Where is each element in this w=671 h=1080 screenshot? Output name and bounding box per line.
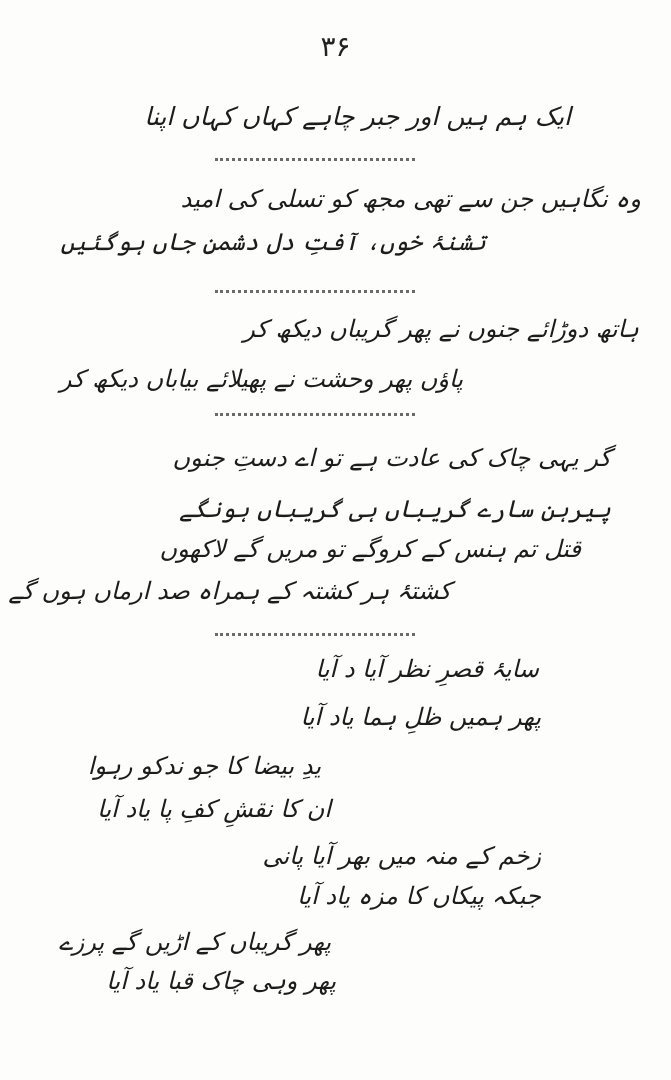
verse-line: پاؤں پھر وحشت نے پھیلائے بیاباں دیکھ کر — [59, 365, 463, 393]
page-number: ۳۶ — [320, 30, 351, 63]
verse-line: گر یہی چاک کی عادت ہے تو اے دستِ جنوں — [172, 444, 611, 472]
poem-heading: ایک ہم ہیں اور جبر چاہے کہاں کہاں اپنا — [144, 102, 571, 131]
verse-line: تشنۂ خوں، آفتِ دل دشمنِ جاں ہوگئیں — [60, 228, 486, 256]
verse-line: جبکہ پیکاں کا مزہ یاد آیا — [297, 882, 541, 910]
section-divider — [215, 158, 415, 161]
verse-line: سایۂ قصرِ نظر آیا د آیا — [315, 655, 539, 683]
verse-line: ہاتھ دوڑائے جنوں نے پھر گریباں دیکھ کر — [243, 315, 639, 343]
verse-line: پھر وہی چاک قبا یاد آیا — [106, 967, 336, 995]
section-divider — [215, 413, 415, 416]
section-divider — [215, 290, 415, 293]
section-divider — [215, 633, 415, 636]
verse-line: یدِ بیضا کا جو ندکو رہوا — [87, 752, 321, 780]
verse-line: پھر ہمیں ظلِ ہما یاد آیا — [300, 703, 541, 731]
verse-line: کشتۂ ہر کشتہ کے ہمراہ صد ارماں ہوں گے — [8, 577, 451, 605]
verse-line: ان کا نقشِ کفِ پا یاد آیا — [97, 795, 331, 823]
verse-line: پیرہن سارے گریباں ہی گریباں ہونگے — [179, 495, 611, 523]
verse-line: وہ نگاہیں جن سے تھی مجھ کو تسلی کی امید — [180, 185, 641, 213]
verse-line: قتل تم ہنس کے کروگے تو مریں گے لاکھوں — [159, 535, 581, 563]
verse-line: زخم کے منہ میں بھر آیا پانی — [262, 842, 541, 870]
verse-line: پھر گریباں کے اڑیں گے پرزے — [58, 928, 331, 956]
